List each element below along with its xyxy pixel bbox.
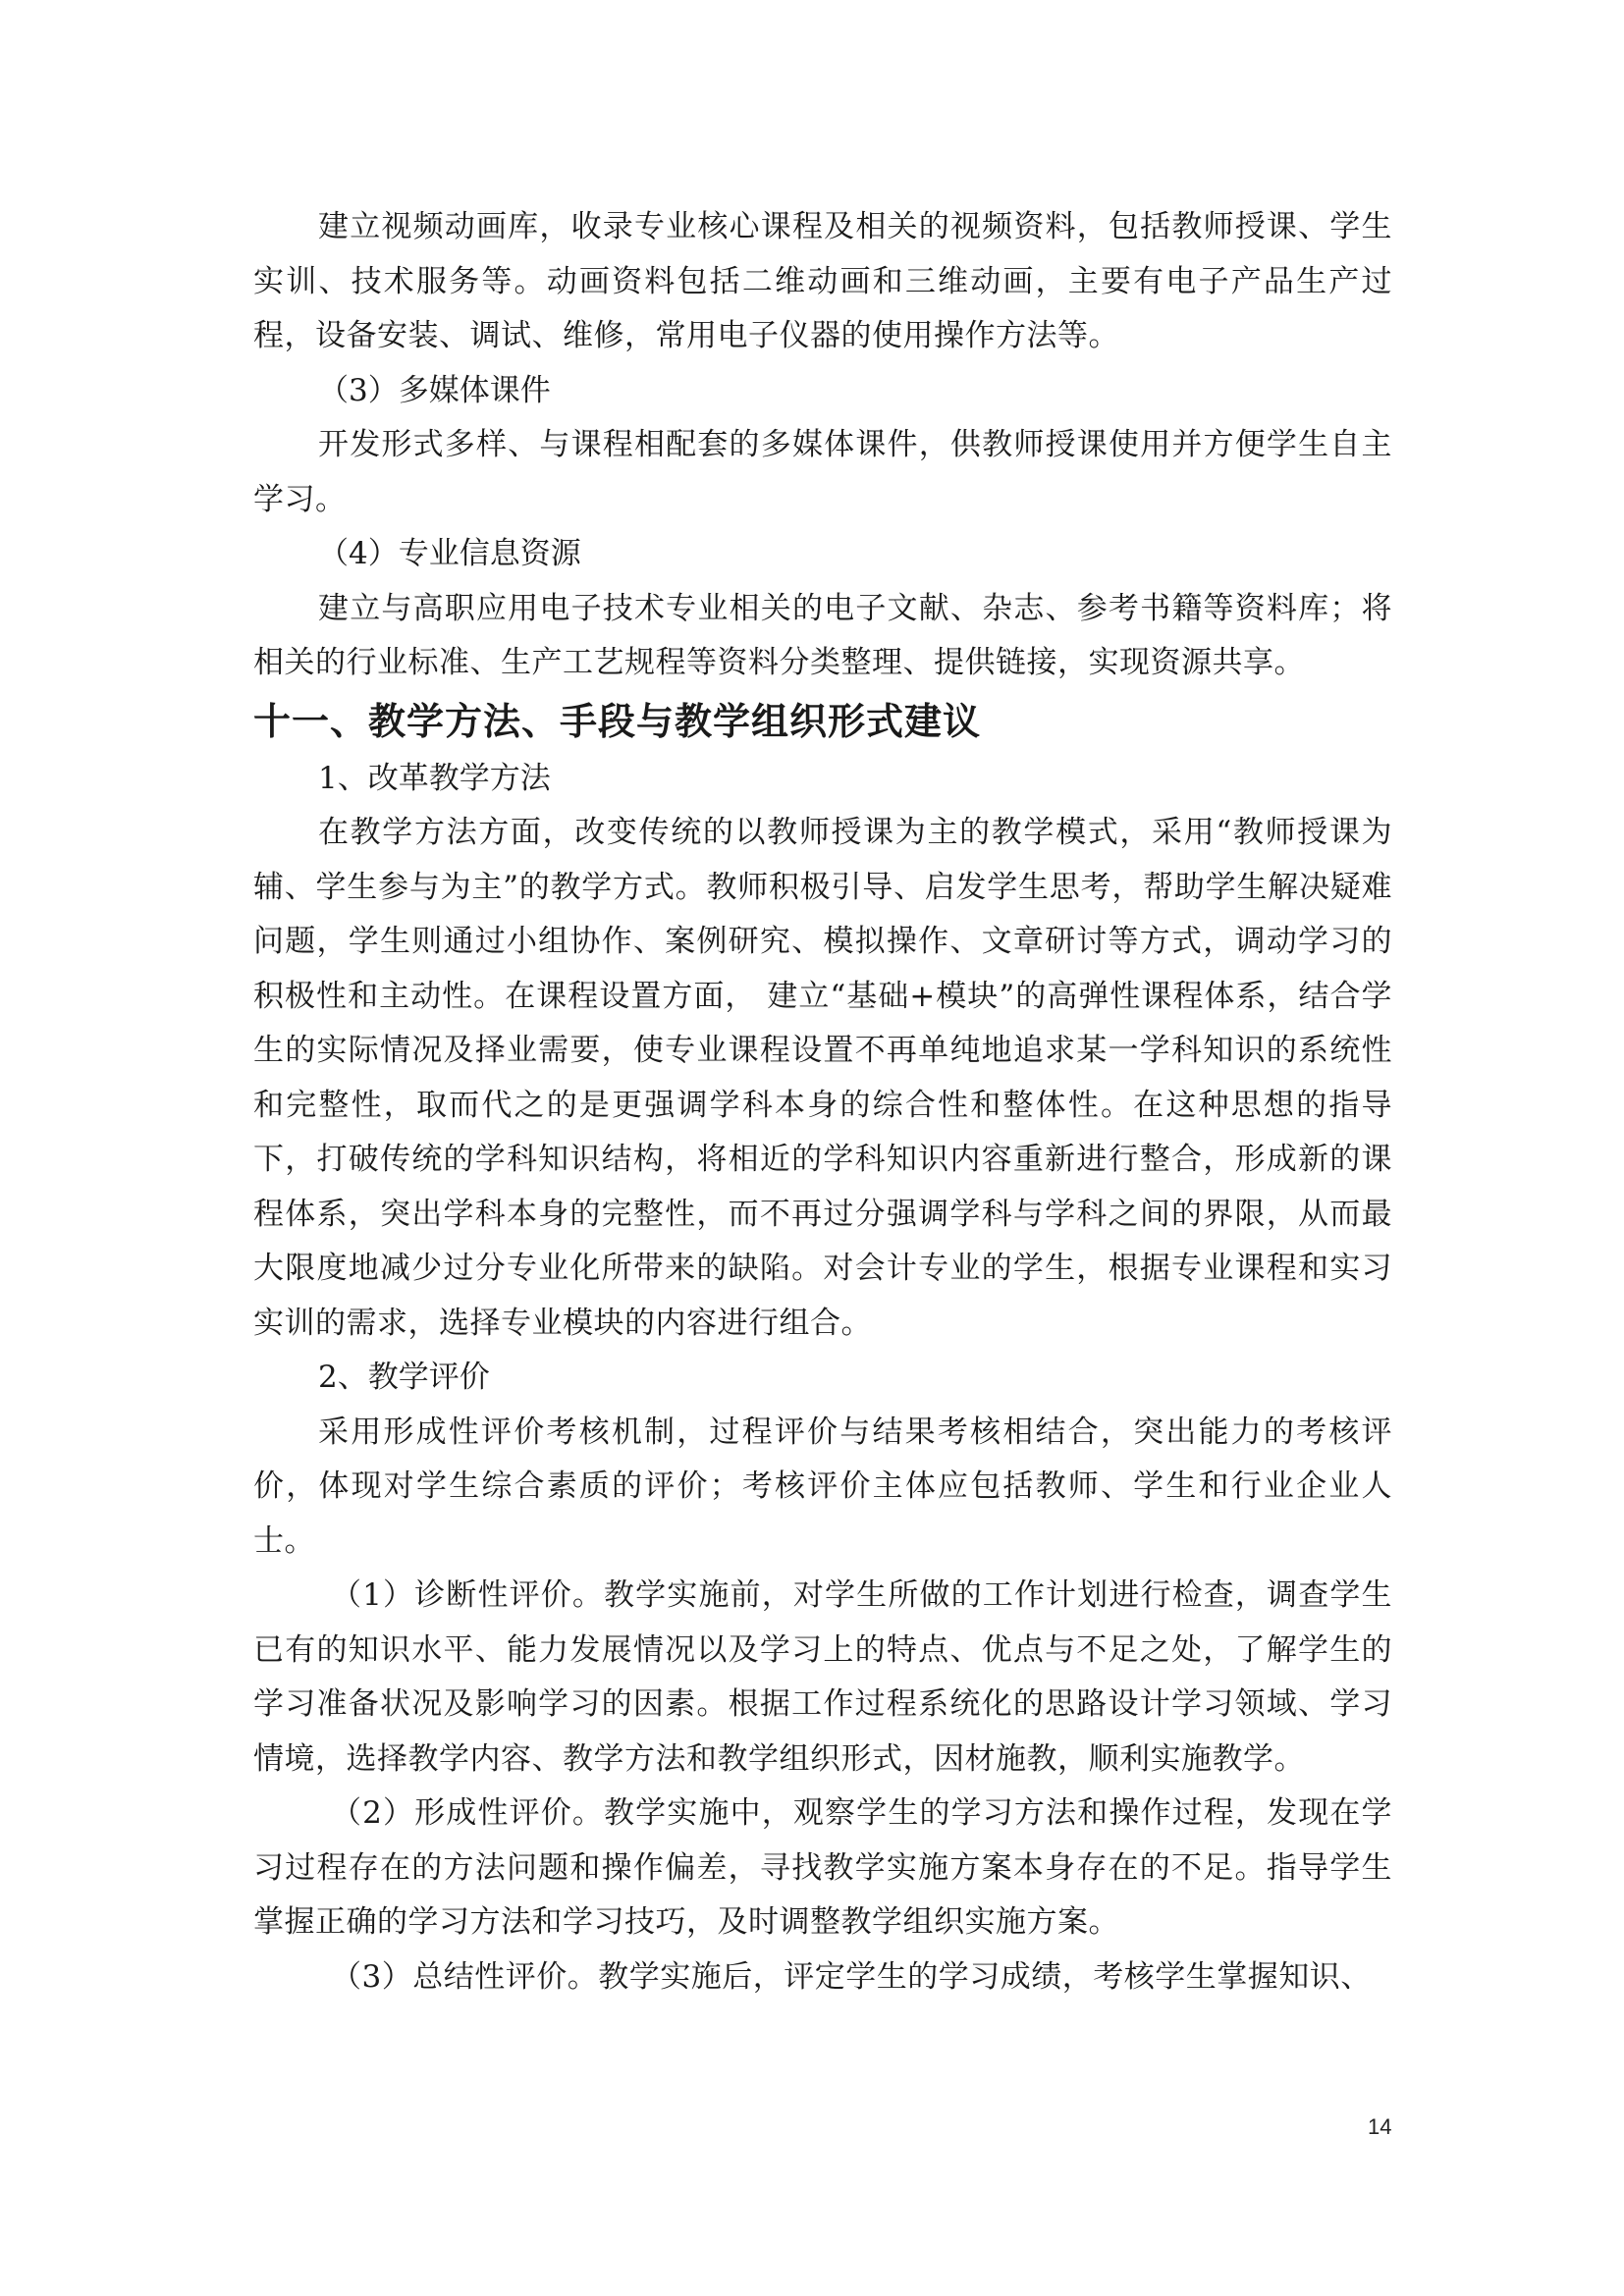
subheading-reform-methods: 1、改革教学方法 — [318, 760, 551, 796]
paragraph-reform-methods: 在教学方法方面，改变传统的以教师授课为主的教学模式，采用“教师授课为辅、学生参与为主”的教学方式。教师积极引导、启发学生思考，帮助学生解决疑难问题，学生则通过小组协作、案例研究、模拟操作、文章研讨等方式，调动学习的积极性和主动性。在课程设置方面， 建立“基础+模块”的高弹性课程体系，结合学生的实际情况及择业需要，使专业课程设置不再单纯地追求某一学科知识的系统性和完整性，取而代之的是更强调学科本身的综合性和整体性。在这种思想的指导下，打破传统的学科知识结构，将相近的学科知识内容重新进行整合，形成新的课程体系，突出学科本身的完整性，而不再过分强调学科与学科之间的界限，从而最大限度地减少过分专业化所带来的缺陷。对会计专业的学生，根据专业课程和实习实训的需求，选择专业模块的内容进行组合。 — [253, 815, 1392, 1341]
paragraph-formative-evaluation: （2）形成性评价。教学实施中，观察学生的学习方法和操作过程，发现在学习过程存在的方法问题和操作偏差，寻找教学实施方案本身存在的不足。指导学生掌握正确的学习方法和学习技巧，及时调整教学组织实施方案。 — [253, 1795, 1392, 1940]
paragraph-multimedia-courseware: 开发形式多样、与课程相配套的多媒体课件，供教师授课使用并方便学生自主学习。 — [253, 427, 1392, 517]
paragraph-video-library: 建立视频动画库，收录专业核心课程及相关的视频资料，包括教师授课、学生实训、技术服务等。动画资料包括二维动画和三维动画，主要有电子产品生产过程，设备安装、调试、维修，常用电子仪器的使用操作方法等。 — [253, 209, 1392, 353]
paragraph-evaluation: 采用形成性评价考核机制，过程评价与结果考核相结合，突出能力的考核评价，体现对学生综合素质的评价；考核评价主体应包括教师、学生和行业企业人士。 — [253, 1414, 1392, 1559]
subheading-evaluation: 2、教学评价 — [318, 1360, 490, 1395]
paragraph-diagnostic-evaluation: （1）诊断性评价。教学实施前，对学生所做的工作计划进行检查，调查学生已有的知识水平、能力发展情况以及学习上的特点、优点与不足之处，了解学生的学习准备状况及影响学习的因素。根据工作过程系统化的思路设计学习领域、学习情境，选择教学内容、教学方法和教学组织形式，因材施教，顺利实施教学。 — [253, 1577, 1392, 1777]
page-number: 14 — [1368, 2114, 1392, 2139]
document-body — [253, 200, 1392, 2004]
paragraph-info-resources: 建立与高职应用电子技术专业相关的电子文献、杂志、参考书籍等资料库；将相关的行业标准、生产工艺规程等资料分类整理、提供链接，实现资源共享。 — [253, 590, 1392, 680]
subheading-multimedia-courseware: （3）多媒体课件 — [318, 372, 551, 408]
paragraph-summative-evaluation: （3）总结性评价。教学实施后，评定学生的学习成绩，考核学生掌握知识、 — [331, 1958, 1372, 1995]
subheading-info-resources: （4）专业信息资源 — [318, 536, 581, 571]
section-heading-teaching-methods: 十一、教学方法、手段与教学组织形式建议 — [253, 699, 982, 743]
